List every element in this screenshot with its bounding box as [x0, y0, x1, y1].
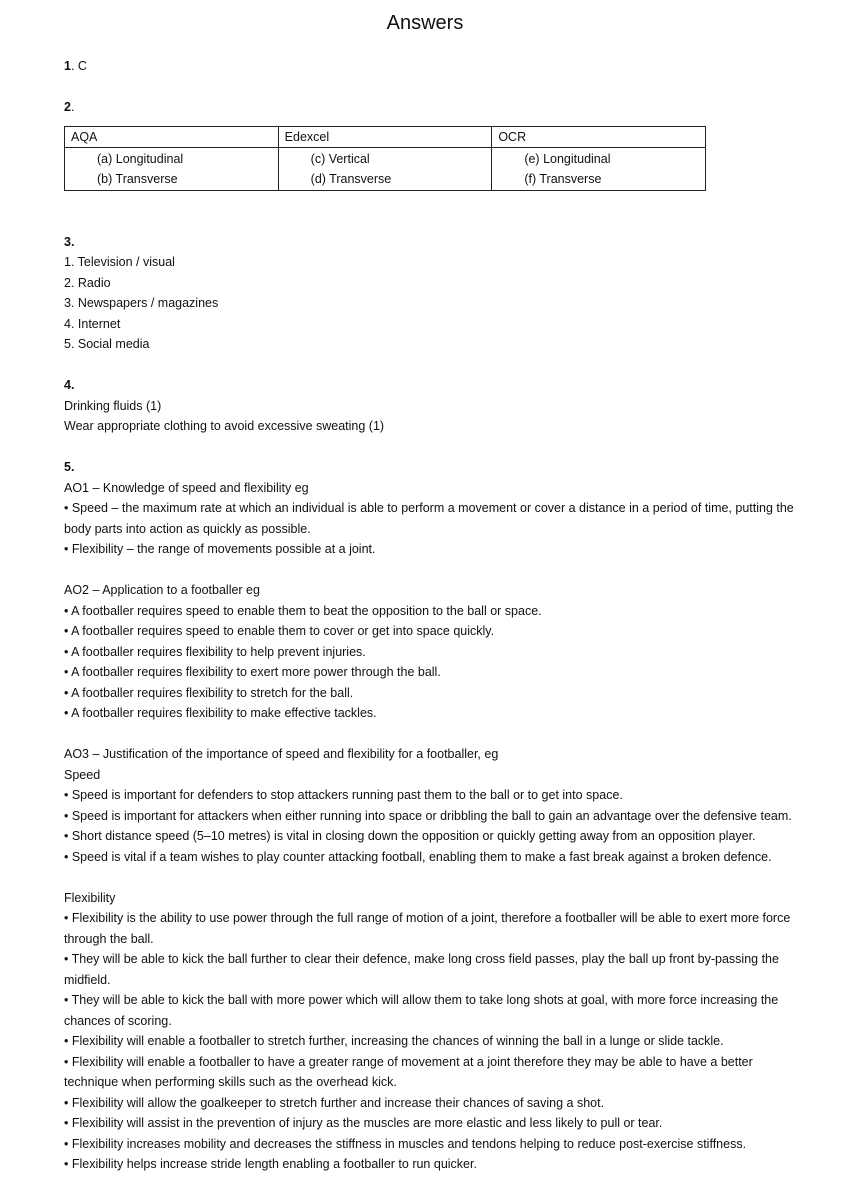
list-item: • Flexibility is the ability to use power through the full range of motion of a joint, therefore a footballer will be able to exert more force through the ball. — [64, 911, 791, 946]
table-header-aqa: AQA — [65, 126, 279, 147]
list-item: • Flexibility – the range of movements possible at a joint. — [64, 542, 376, 556]
question-2 — [64, 97, 794, 118]
table-header-edexcel: Edexcel — [278, 126, 492, 147]
list-item: • Speed is vital if a team wishes to play counter attacking football, enabling them to make a fast break against a broken defence. — [64, 849, 772, 864]
question-5-number: 5. — [64, 460, 75, 474]
list-item: • They will be able to kick the ball further to clear their defence, make long cross field passes, play the ball up front by-passing the midfield. — [64, 952, 779, 987]
table-cell-ocr — [492, 147, 706, 190]
table-cell-edexcel — [278, 147, 492, 190]
list-item: • A footballer requires flexibility to make effective tackles. — [64, 706, 377, 720]
table-cell-line: (b) Transverse — [97, 171, 178, 186]
list-item: • Flexibility will enable a footballer to stretch further, increasing the chances of winning the ball in a lunge or slide tackle. — [64, 1034, 724, 1048]
list-item: • A footballer requires flexibility to help prevent injuries. — [64, 644, 366, 659]
list-item: • Flexibility helps increase stride length enabling a footballer to run quicker. — [64, 1157, 477, 1171]
table-cell-line: (c) Vertical — [310, 151, 370, 166]
question-3 — [64, 232, 794, 253]
list-item: • Short distance speed (5–10 metres) is vital in closing down the opposition or quickly getting away from an opposition player. — [64, 829, 756, 843]
question-1 — [64, 56, 794, 77]
list-item: • Flexibility will assist in the prevention of injury as the muscles are more elastic and less likely to pull or tear. — [64, 1116, 663, 1130]
flexibility-label: Flexibility — [64, 890, 116, 905]
question-2-number: 2 — [64, 100, 71, 114]
ao3-heading: AO3 – Justification of the importance of speed and flexibility for a footballer, eg — [64, 747, 499, 761]
list-item: • Flexibility will enable a footballer to have a greater range of movement at a joint therefore they may be able to have a better technique when performing skills such as the overhead kick. — [64, 1054, 753, 1089]
list-item: 2. Radio — [64, 275, 111, 290]
question-2-suffix: . — [70, 100, 75, 114]
ao2-heading: AO2 – Application to a footballer eg — [64, 583, 260, 597]
speed-label: Speed — [64, 767, 101, 782]
table-cell-aqa — [65, 147, 279, 190]
list-item: • Flexibility will allow the goalkeeper to stretch further and increase their chances of saving a shot. — [64, 1095, 605, 1110]
list-item: • A footballer requires speed to enable them to beat the opposition to the ball or space. — [64, 603, 542, 618]
wave-type-table — [64, 126, 706, 191]
list-item: • They will be able to kick the ball with more power which will allow them to take long shots at goal, with more force increasing the chances of scoring. — [64, 993, 779, 1028]
list-item: • Flexibility increases mobility and decreases the stiffness in muscles and tendons helping to reduce post-exercise stiffness. — [64, 1136, 747, 1151]
list-item: • A footballer requires speed to enable them to cover or get into space quickly. — [64, 624, 495, 638]
table-cell-line: (a) Longitudinal — [97, 151, 184, 166]
list-item: • A footballer requires flexibility to stretch for the ball. — [64, 685, 354, 700]
list-item: • Speed – the maximum rate at which an individual is able to perform a movement or cover a distance in a period of time, putting the body parts into action as quickly as possible. — [64, 501, 794, 536]
list-item: • A footballer requires flexibility to exert more power through the ball. — [64, 665, 441, 679]
list-item: Drinking fluids (1) — [64, 398, 162, 413]
answers-content — [64, 56, 794, 1175]
ao1-heading: AO1 – Knowledge of speed and flexibility eg — [64, 480, 309, 495]
list-item: 3. Newspapers / magazines — [64, 296, 219, 310]
list-item: • Speed is important for attackers when either running into space or dribbling the ball to gain an advantage over the defensive team. — [64, 808, 792, 823]
list-item: Wear appropriate clothing to avoid excessive sweating (1) — [64, 419, 385, 433]
table-header-ocr: OCR — [492, 126, 706, 147]
table-cell-line: (e) Longitudinal — [524, 151, 611, 166]
list-item: 1. Television / visual — [64, 255, 175, 269]
table-cell-line: (f) Transverse — [524, 171, 602, 186]
list-item: 4. Internet — [64, 316, 121, 331]
question-1-number: 1 — [64, 59, 71, 73]
question-4-number: 4. — [64, 378, 75, 392]
list-item: 5. Social media — [64, 337, 150, 351]
question-5 — [64, 457, 794, 478]
page-title: Answers — [386, 12, 464, 34]
list-item: • Speed is important for defenders to stop attackers running past them to the ball or to get into space. — [64, 788, 623, 802]
table-cell-line: (d) Transverse — [310, 171, 392, 186]
question-1-answer: . C — [70, 59, 87, 73]
question-4 — [64, 375, 794, 396]
question-3-number: 3. — [64, 234, 75, 249]
